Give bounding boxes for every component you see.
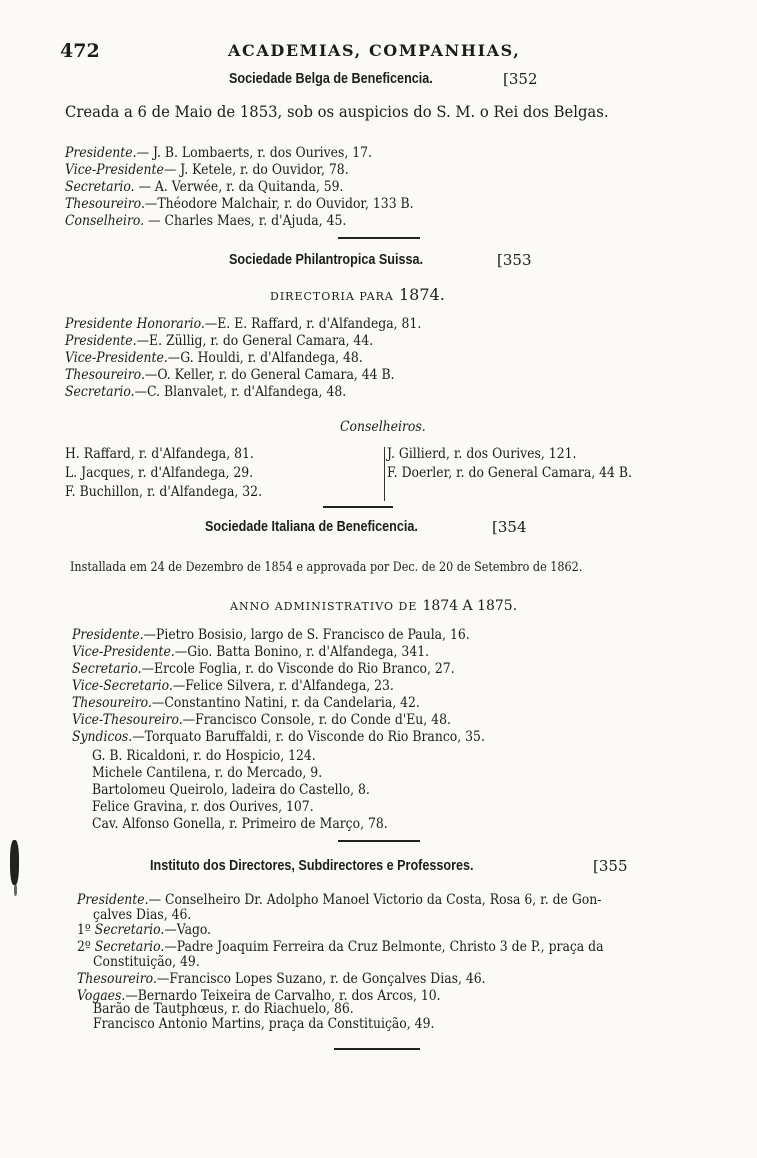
- section-number-355: [355: [593, 857, 628, 875]
- section-divider: [323, 506, 393, 508]
- conselheiro-name: F. Doerler, r. do General Camara, 44 B.: [387, 465, 632, 481]
- list-item: G. B. Ricaldoni, r. do Hospicio, 124.: [92, 748, 316, 764]
- entry-354-secretario: Secretario.—Ercole Foglia, r. do Visconde do Rio Branco, 27.: [72, 661, 455, 677]
- entry-353-presidente: Presidente.—E. Züllig, r. do General Camara, 44.: [65, 333, 374, 349]
- entry-354-presidente: Presidente.—Pietro Bosisio, largo de S. Francisco de Paula, 16.: [72, 627, 470, 643]
- entry-354-vice-thesoureiro: Vice-Thesoureiro.—Francisco Console, r. do Conde d'Eu, 48.: [72, 712, 451, 728]
- directoria-heading: DIRECTORIA PARA 1874.: [270, 285, 445, 304]
- section-divider: [338, 840, 420, 842]
- entry-353-vice-presidente: Vice-Presidente.—G. Houldi, r. d'Alfandega, 48.: [65, 350, 363, 366]
- entry-355-presidente: Presidente.— Conselheiro Dr. Adolpho Manoel Victorio da Costa, Rosa 6, r. de Gon-: [77, 892, 602, 908]
- conselheiros-right-column: [387, 445, 632, 483]
- column-divider: [384, 447, 385, 501]
- entry-352-conselheiro: Conselheiro. — Charles Maes, r. d'Ajuda, 45.: [65, 213, 347, 229]
- entry-354-vice-secretario: Vice-Secretario.—Felice Silvera, r. d'Alfandega, 23.: [72, 678, 394, 694]
- section-title-352: Sociedade Belga de Beneficencia.: [229, 70, 433, 87]
- anno-heading: ANNO ADMINISTRATIVO DE 1874 A 1875.: [230, 598, 518, 614]
- section-intro-352: Creada a 6 de Maio de 1853, sob os auspicios do S. M. o Rei dos Belgas.: [65, 103, 609, 121]
- entry-355-thesoureiro: Thesoureiro.—Francisco Lopes Suzano, r. de Gonçalves Dias, 46.: [77, 971, 486, 987]
- entry-355-vogaes: Vogaes.—Bernardo Teixeira de Carvalho, r. dos Arcos, 10.: [77, 988, 441, 1004]
- conselheiros-heading: Conselheiros.: [340, 419, 426, 435]
- section-title-355: Instituto dos Directores, Subdirectores e Professores.: [150, 857, 474, 874]
- section-divider: [338, 237, 420, 239]
- ink-smudge: [10, 840, 19, 885]
- entry-352-vice-presidente: Vice-Presidente— J. Ketele, r. do Ouvidor, 78.: [65, 162, 349, 178]
- entry-355-secretario-1: 1º Secretario.—Vago.: [77, 922, 212, 938]
- entry-353-thesoureiro: Thesoureiro.—O. Keller, r. do General Camara, 44 B.: [65, 367, 395, 383]
- list-item: Michele Cantilena, r. do Mercado, 9.: [92, 765, 323, 781]
- entry-355-secretario-2-continuation: Constituição, 49.: [93, 954, 200, 970]
- entry-352-presidente: Presidente.— J. B. Lombaerts, r. dos Ourives, 17.: [65, 145, 372, 161]
- section-number-354: [354: [492, 518, 527, 536]
- syndicos-list: [92, 748, 388, 833]
- section-intro-354: Installada em 24 de Dezembro de 1854 e approvada por Dec. de 20 de Setembro de 1862.: [70, 560, 583, 575]
- section-divider: [334, 1048, 420, 1050]
- entry-353-secretario: Secretario.—C. Blanvalet, r. d'Alfandega, 48.: [65, 384, 347, 400]
- entry-355-presidente-continuation: çalves Dias, 46.: [93, 907, 192, 923]
- conselheiros-left-column: [65, 445, 262, 502]
- entry-353-presidente-honorario: Presidente Honorario.—E. E. Raffard, r. d'Alfandega, 81.: [65, 316, 422, 332]
- entry-355-secretario-2: 2º Secretario.—Padre Joaquim Ferreira da Cruz Belmonte, Christo 3 de P., praça da: [77, 939, 604, 955]
- page-number: 472: [60, 40, 100, 62]
- conselheiro-name: F. Buchillon, r. d'Alfandega, 32.: [65, 484, 263, 500]
- list-item: Felice Gravina, r. dos Ourives, 107.: [92, 799, 314, 815]
- conselheiro-name: J. Gillierd, r. dos Ourives, 121.: [387, 446, 577, 462]
- list-item: Cav. Alfonso Gonella, r. Primeiro de Março, 78.: [92, 816, 388, 832]
- entry-352-thesoureiro: Thesoureiro.—Théodore Malchair, r. do Ouvidor, 133 B.: [65, 196, 414, 212]
- ink-smudge: [14, 884, 17, 896]
- section-title-353: Sociedade Philantropica Suissa.: [229, 251, 423, 268]
- conselheiro-name: L. Jacques, r. d'Alfandega, 29.: [65, 465, 254, 481]
- section-number-352: [352: [503, 70, 538, 88]
- vogaes-list: [93, 1002, 434, 1032]
- entry-352-secretario: Secretario. — A. Verwée, r. da Quitanda, 59.: [65, 179, 344, 195]
- entry-354-vice-presidente: Vice-Presidente.—Gio. Batta Bonino, r. d'Alfandega, 341.: [72, 644, 430, 660]
- section-number-353: [353: [497, 251, 532, 269]
- entry-354-syndicos: Syndicos.—Torquato Baruffaldi, r. do Visconde do Rio Branco, 35.: [72, 729, 485, 745]
- running-header: ACADEMIAS, COMPANHIAS,: [228, 41, 521, 60]
- list-item: Bartolomeu Queirolo, ladeira do Castello, 8.: [92, 782, 370, 798]
- conselheiro-name: H. Raffard, r. d'Alfandega, 81.: [65, 446, 254, 462]
- entry-354-thesoureiro: Thesoureiro.—Constantino Natini, r. da Candelaria, 42.: [72, 695, 420, 711]
- list-item: Francisco Antonio Martins, praça da Constituição, 49.: [93, 1016, 435, 1032]
- list-item: Barão de Tautphœus, r. do Riachuelo, 86.: [93, 1001, 354, 1017]
- section-title-354: Sociedade Italiana de Beneficencia.: [205, 518, 418, 535]
